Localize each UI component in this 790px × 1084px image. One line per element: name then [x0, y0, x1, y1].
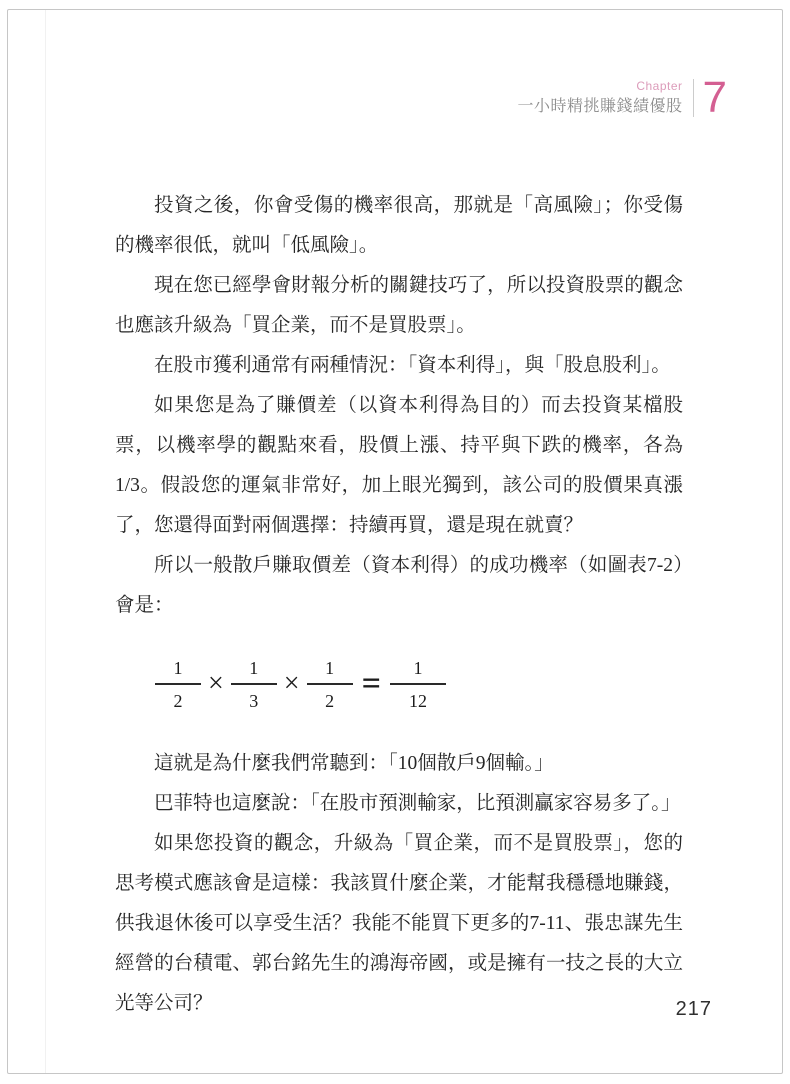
- paragraph-mindset: 如果您投資的觀念，升級為「買企業，而不是買股票」，您的思考模式應該會是這樣：我該買什麼企業，才能幫我穩穩地賺錢，供我退休後可以享受生活？我能不能買下更多的7-11、張忠謀先生經營的台積電、郭台銘先生的鴻海帝國，或是擁有一技之長的大立光等公司？: [115, 833, 683, 1014]
- probability-formula: [155, 653, 683, 715]
- fraction-numerator: 1: [325, 657, 335, 678]
- equals-operator: =: [361, 665, 381, 702]
- paragraph-risk: 投資之後，你會受傷的機率很高，那就是「高風險」；你受傷的機率很低，就叫「低風險」。: [115, 195, 683, 256]
- paragraph-success-rate: 所以一般散戶賺取價差（資本利得）的成功機率（如圖表7-2）會是：: [115, 555, 683, 616]
- multiply-operator: ×: [283, 668, 300, 699]
- fraction-denominator: 2: [325, 690, 335, 711]
- fraction-denominator: 12: [408, 690, 427, 711]
- fraction-numerator: 1: [413, 657, 423, 678]
- chapter-header-text: [518, 80, 683, 115]
- chapter-number: 7: [702, 73, 727, 122]
- chapter-label: Chapter: [636, 79, 683, 94]
- fraction-one-twelfth: [390, 659, 446, 710]
- paragraph-buffett-quote: 巴菲特也這麼說：「在股市預測輸家，比預測贏家容易多了。」: [154, 793, 681, 814]
- multiply-operator: ×: [208, 668, 224, 699]
- fraction-one-half-b: [307, 659, 353, 710]
- page-number: 217: [675, 998, 712, 1020]
- paragraph-nine-losers: 這就是為什麼我們常聽到：「10個散戶9個輸。」: [154, 753, 554, 774]
- chapter-header: [517, 73, 728, 122]
- fraction-denominator: 3: [249, 690, 259, 711]
- fraction-denominator: 2: [173, 690, 183, 711]
- paragraph-two-profits: 在股市獲利通常有兩種情況：「資本利得」，與「股息股利」。: [154, 355, 671, 376]
- page-crease-line: [45, 10, 46, 1073]
- header-divider: [693, 79, 694, 117]
- paragraph-capital-gain: 如果您是為了賺價差（以資本利得為目的）而去投資某檔股票，以機率學的觀點來看，股價上漲、持平與下跌的機率，各為1/3。假設您的運氣非常好，加上眼光獨到，該公司的股價果真漲了，您還得面對兩個選擇：持續再買，還是現在就賣？: [115, 395, 683, 536]
- page-body: [115, 186, 683, 1024]
- fraction-numerator: 1: [249, 657, 259, 678]
- paragraph-buy-business: 現在您已經學會財報分析的關鍵技巧了，所以投資股票的觀念也應該升級為「買企業，而不是買股票」。: [115, 275, 683, 336]
- fraction-numerator: 1: [173, 657, 183, 678]
- book-page: [7, 9, 783, 1074]
- chapter-title: 一小時精挑賺錢績優股: [517, 97, 683, 115]
- fraction-one-third: [231, 659, 277, 710]
- fraction-one-half-a: [155, 659, 201, 710]
